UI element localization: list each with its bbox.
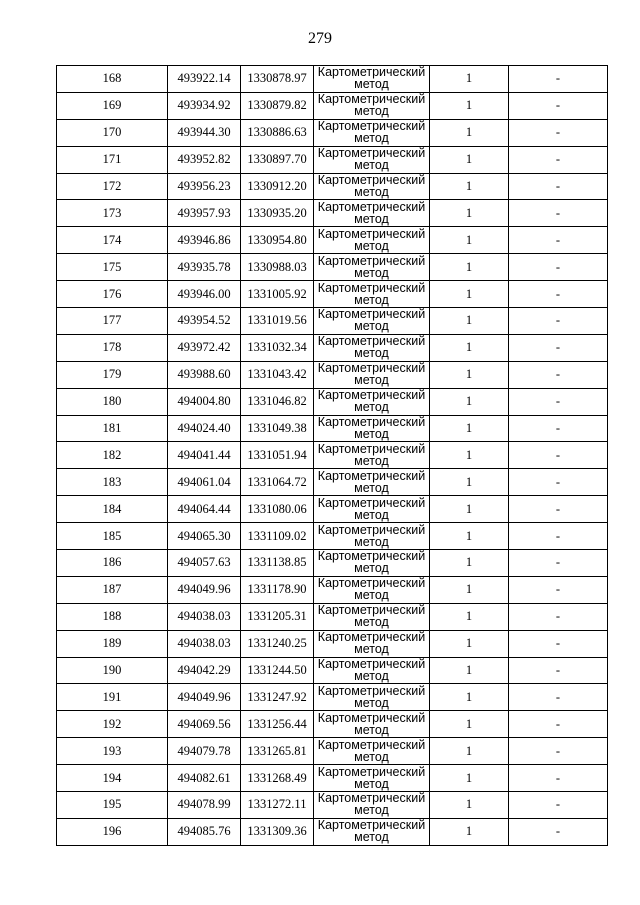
table-row	[57, 388, 608, 415]
x-coordinate-cell: 494078.99	[168, 792, 241, 819]
method-cell	[314, 630, 430, 657]
y-coordinate-cell: 1331046.82	[241, 388, 314, 415]
method-label: Картометрический метод	[317, 711, 426, 737]
y-coordinate-cell: 1330912.20	[241, 173, 314, 200]
page-number: 279	[308, 30, 332, 47]
x-coordinate-cell: 493934.92	[168, 92, 241, 119]
note-cell: -	[509, 711, 608, 738]
point-number-cell: 193	[57, 738, 168, 765]
note-cell: -	[509, 684, 608, 711]
method-cell	[314, 496, 430, 523]
precision-cell: 1	[430, 66, 509, 93]
method-label: Картометрический метод	[317, 523, 426, 549]
table-row	[57, 361, 608, 388]
method-label: Картометрический метод	[317, 658, 426, 684]
x-coordinate-cell: 494064.44	[168, 496, 241, 523]
y-coordinate-cell: 1331265.81	[241, 738, 314, 765]
method-cell	[314, 119, 430, 146]
method-cell	[314, 657, 430, 684]
table-row	[57, 684, 608, 711]
x-coordinate-cell: 493956.23	[168, 173, 241, 200]
point-number-cell: 187	[57, 576, 168, 603]
y-coordinate-cell: 1331019.56	[241, 308, 314, 335]
note-cell: -	[509, 576, 608, 603]
point-number-cell: 194	[57, 765, 168, 792]
table-row	[57, 576, 608, 603]
x-coordinate-cell: 494069.56	[168, 711, 241, 738]
point-number-cell: 184	[57, 496, 168, 523]
method-label: Картометрический метод	[317, 200, 426, 226]
note-cell: -	[509, 361, 608, 388]
precision-cell: 1	[430, 792, 509, 819]
precision-cell: 1	[430, 227, 509, 254]
precision-cell: 1	[430, 361, 509, 388]
method-cell	[314, 603, 430, 630]
precision-cell: 1	[430, 657, 509, 684]
x-coordinate-cell: 494049.96	[168, 684, 241, 711]
x-coordinate-cell: 494079.78	[168, 738, 241, 765]
y-coordinate-cell: 1331051.94	[241, 442, 314, 469]
point-number-cell: 168	[57, 66, 168, 93]
method-cell	[314, 334, 430, 361]
note-cell: -	[509, 254, 608, 281]
method-cell	[314, 254, 430, 281]
note-cell: -	[509, 388, 608, 415]
point-number-cell: 173	[57, 200, 168, 227]
precision-cell: 1	[430, 388, 509, 415]
note-cell: -	[509, 146, 608, 173]
x-coordinate-cell: 493972.42	[168, 334, 241, 361]
point-number-cell: 183	[57, 469, 168, 496]
method-cell	[314, 281, 430, 308]
table-row	[57, 523, 608, 550]
x-coordinate-cell: 493952.82	[168, 146, 241, 173]
y-coordinate-cell: 1331309.36	[241, 818, 314, 845]
method-cell	[314, 92, 430, 119]
point-number-cell: 185	[57, 523, 168, 550]
x-coordinate-cell: 494049.96	[168, 576, 241, 603]
precision-cell: 1	[430, 818, 509, 845]
table-row	[57, 469, 608, 496]
point-number-cell: 178	[57, 334, 168, 361]
x-coordinate-cell: 494038.03	[168, 630, 241, 657]
point-number-cell: 179	[57, 361, 168, 388]
point-number-cell: 172	[57, 173, 168, 200]
y-coordinate-cell: 1330988.03	[241, 254, 314, 281]
method-cell	[314, 308, 430, 335]
note-cell: -	[509, 630, 608, 657]
method-cell	[314, 442, 430, 469]
method-cell	[314, 818, 430, 845]
precision-cell: 1	[430, 146, 509, 173]
method-cell	[314, 146, 430, 173]
x-coordinate-cell: 494085.76	[168, 818, 241, 845]
method-cell	[314, 66, 430, 93]
method-label: Картометрический метод	[317, 174, 426, 199]
y-coordinate-cell: 1330897.70	[241, 146, 314, 173]
table-row	[57, 227, 608, 254]
note-cell: -	[509, 92, 608, 119]
point-number-cell: 186	[57, 550, 168, 577]
precision-cell: 1	[430, 442, 509, 469]
method-label: Картометрический метод	[317, 281, 426, 307]
point-number-cell: 192	[57, 711, 168, 738]
y-coordinate-cell: 1331268.49	[241, 765, 314, 792]
method-cell	[314, 173, 430, 200]
x-coordinate-cell: 494024.40	[168, 415, 241, 442]
precision-cell: 1	[430, 119, 509, 146]
note-cell: -	[509, 738, 608, 765]
method-label: Картометрический метод	[317, 738, 426, 764]
precision-cell: 1	[430, 469, 509, 496]
table-row	[57, 281, 608, 308]
y-coordinate-cell: 1331178.90	[241, 576, 314, 603]
method-cell	[314, 415, 430, 442]
table-row	[57, 119, 608, 146]
note-cell: -	[509, 818, 608, 845]
precision-cell: 1	[430, 200, 509, 227]
point-number-cell: 181	[57, 415, 168, 442]
y-coordinate-cell: 1331064.72	[241, 469, 314, 496]
point-number-cell: 196	[57, 818, 168, 845]
point-number-cell: 191	[57, 684, 168, 711]
y-coordinate-cell: 1331043.42	[241, 361, 314, 388]
x-coordinate-cell: 493935.78	[168, 254, 241, 281]
note-cell: -	[509, 200, 608, 227]
method-label: Картометрический метод	[317, 335, 426, 361]
note-cell: -	[509, 523, 608, 550]
method-label: Картометрический метод	[317, 66, 426, 92]
note-cell: -	[509, 308, 608, 335]
table-row	[57, 738, 608, 765]
y-coordinate-cell: 1331205.31	[241, 603, 314, 630]
method-cell	[314, 200, 430, 227]
table-row	[57, 711, 608, 738]
method-cell	[314, 711, 430, 738]
x-coordinate-cell: 494041.44	[168, 442, 241, 469]
note-cell: -	[509, 442, 608, 469]
table-row	[57, 630, 608, 657]
x-coordinate-cell: 493957.93	[168, 200, 241, 227]
table-row	[57, 496, 608, 523]
table-row	[57, 550, 608, 577]
x-coordinate-cell: 493944.30	[168, 119, 241, 146]
point-number-cell: 170	[57, 119, 168, 146]
precision-cell: 1	[430, 765, 509, 792]
method-label: Картометрический метод	[317, 389, 426, 415]
x-coordinate-cell: 494057.63	[168, 550, 241, 577]
method-label: Картометрический метод	[317, 550, 426, 576]
point-number-cell: 188	[57, 603, 168, 630]
y-coordinate-cell: 1331247.92	[241, 684, 314, 711]
point-number-cell: 177	[57, 308, 168, 335]
y-coordinate-cell: 1331109.02	[241, 523, 314, 550]
method-cell	[314, 765, 430, 792]
precision-cell: 1	[430, 684, 509, 711]
point-number-cell: 189	[57, 630, 168, 657]
point-number-cell: 169	[57, 92, 168, 119]
precision-cell: 1	[430, 523, 509, 550]
y-coordinate-cell: 1331032.34	[241, 334, 314, 361]
table-row	[57, 603, 608, 630]
y-coordinate-cell: 1330879.82	[241, 92, 314, 119]
precision-cell: 1	[430, 630, 509, 657]
table-row	[57, 765, 608, 792]
note-cell: -	[509, 792, 608, 819]
method-label: Картометрический метод	[317, 416, 426, 442]
table-row	[57, 415, 608, 442]
x-coordinate-cell: 494004.80	[168, 388, 241, 415]
method-label: Картометрический метод	[317, 93, 426, 119]
note-cell: -	[509, 334, 608, 361]
y-coordinate-cell: 1330954.80	[241, 227, 314, 254]
y-coordinate-cell: 1331080.06	[241, 496, 314, 523]
point-number-cell: 182	[57, 442, 168, 469]
note-cell: -	[509, 657, 608, 684]
note-cell: -	[509, 765, 608, 792]
y-coordinate-cell: 1331244.50	[241, 657, 314, 684]
precision-cell: 1	[430, 173, 509, 200]
table-row	[57, 92, 608, 119]
method-label: Картометрический метод	[317, 604, 426, 630]
x-coordinate-cell: 494061.04	[168, 469, 241, 496]
precision-cell: 1	[430, 576, 509, 603]
y-coordinate-cell: 1331272.11	[241, 792, 314, 819]
method-label: Картометрический метод	[317, 308, 426, 334]
method-label: Картометрический метод	[317, 254, 426, 280]
x-coordinate-cell: 494082.61	[168, 765, 241, 792]
y-coordinate-cell: 1330886.63	[241, 119, 314, 146]
method-cell	[314, 361, 430, 388]
method-cell	[314, 523, 430, 550]
method-label: Картометрический метод	[317, 469, 426, 495]
x-coordinate-cell: 493988.60	[168, 361, 241, 388]
y-coordinate-cell: 1330935.20	[241, 200, 314, 227]
method-cell	[314, 576, 430, 603]
precision-cell: 1	[430, 603, 509, 630]
coordinates-table-body	[57, 66, 608, 846]
point-number-cell: 180	[57, 388, 168, 415]
y-coordinate-cell: 1331005.92	[241, 281, 314, 308]
y-coordinate-cell: 1331049.38	[241, 415, 314, 442]
point-number-cell: 175	[57, 254, 168, 281]
precision-cell: 1	[430, 334, 509, 361]
precision-cell: 1	[430, 550, 509, 577]
note-cell: -	[509, 415, 608, 442]
method-label: Картометрический метод	[317, 684, 426, 710]
note-cell: -	[509, 227, 608, 254]
point-number-cell: 171	[57, 146, 168, 173]
table-row	[57, 442, 608, 469]
precision-cell: 1	[430, 738, 509, 765]
y-coordinate-cell: 1330878.97	[241, 66, 314, 93]
point-number-cell: 190	[57, 657, 168, 684]
point-number-cell: 176	[57, 281, 168, 308]
table-row	[57, 254, 608, 281]
note-cell: -	[509, 281, 608, 308]
table-row	[57, 146, 608, 173]
method-cell	[314, 469, 430, 496]
method-label: Картометрический метод	[317, 496, 426, 522]
note-cell: -	[509, 469, 608, 496]
precision-cell: 1	[430, 254, 509, 281]
method-label: Картометрический метод	[317, 765, 426, 791]
precision-cell: 1	[430, 415, 509, 442]
table-row	[57, 66, 608, 93]
point-number-cell: 195	[57, 792, 168, 819]
method-label: Картометрический метод	[317, 792, 426, 818]
method-cell	[314, 227, 430, 254]
note-cell: -	[509, 603, 608, 630]
table-row	[57, 334, 608, 361]
x-coordinate-cell: 493946.00	[168, 281, 241, 308]
method-label: Картометрический метод	[317, 631, 426, 657]
method-label: Картометрический метод	[317, 147, 426, 173]
x-coordinate-cell: 494065.30	[168, 523, 241, 550]
precision-cell: 1	[430, 308, 509, 335]
method-cell	[314, 792, 430, 819]
method-cell	[314, 550, 430, 577]
x-coordinate-cell: 494038.03	[168, 603, 241, 630]
method-label: Картометрический метод	[317, 819, 426, 845]
table-row	[57, 173, 608, 200]
note-cell: -	[509, 173, 608, 200]
method-label: Картометрический метод	[317, 120, 426, 146]
note-cell: -	[509, 66, 608, 93]
x-coordinate-cell: 493946.86	[168, 227, 241, 254]
method-label: Картометрический метод	[317, 362, 426, 388]
method-label: Картометрический метод	[317, 577, 426, 603]
method-label: Картометрический метод	[317, 442, 426, 468]
note-cell: -	[509, 550, 608, 577]
table-row	[57, 818, 608, 845]
y-coordinate-cell: 1331138.85	[241, 550, 314, 577]
x-coordinate-cell: 494042.29	[168, 657, 241, 684]
coordinates-table	[56, 65, 608, 846]
table-row	[57, 200, 608, 227]
method-cell	[314, 388, 430, 415]
method-cell	[314, 738, 430, 765]
table-row	[57, 308, 608, 335]
note-cell: -	[509, 119, 608, 146]
y-coordinate-cell: 1331240.25	[241, 630, 314, 657]
note-cell: -	[509, 496, 608, 523]
precision-cell: 1	[430, 711, 509, 738]
precision-cell: 1	[430, 496, 509, 523]
method-cell	[314, 684, 430, 711]
point-number-cell: 174	[57, 227, 168, 254]
x-coordinate-cell: 493922.14	[168, 66, 241, 93]
x-coordinate-cell: 493954.52	[168, 308, 241, 335]
table-row	[57, 792, 608, 819]
precision-cell: 1	[430, 281, 509, 308]
y-coordinate-cell: 1331256.44	[241, 711, 314, 738]
method-label: Картометрический метод	[317, 227, 426, 253]
precision-cell: 1	[430, 92, 509, 119]
table-row	[57, 657, 608, 684]
